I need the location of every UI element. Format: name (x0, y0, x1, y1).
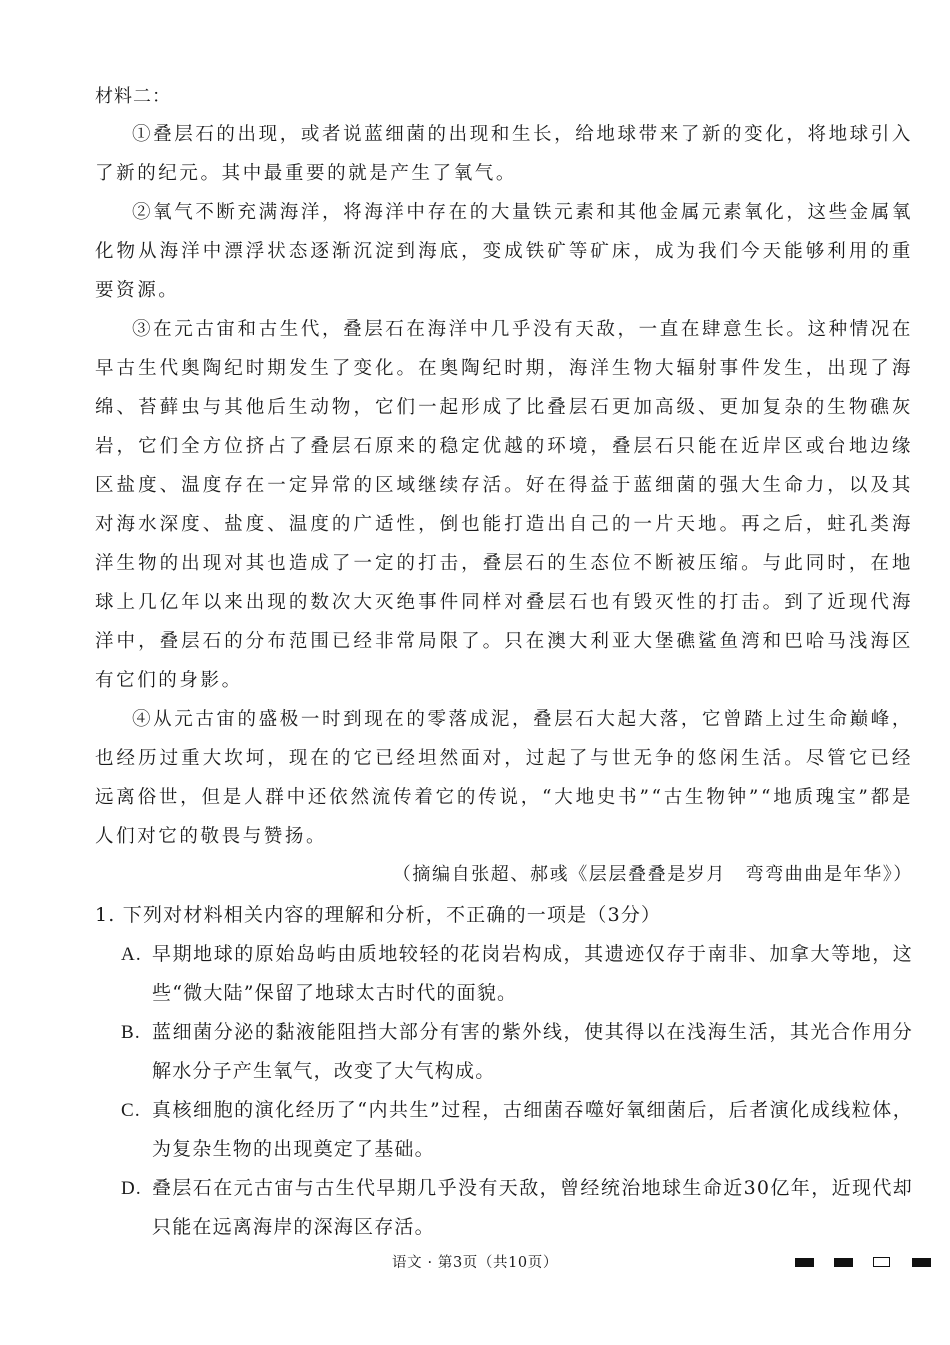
filled-square-mark (912, 1258, 931, 1267)
filled-square-mark (795, 1258, 814, 1267)
filled-square-mark (834, 1258, 853, 1267)
option-text: 早期地球的原始岛屿由质地较轻的花岗岩构成，其遗迹仅存于南非、加拿大等地，这些“微大陆”保留了地球太古时代的面貌。 (152, 943, 913, 1004)
option-text: 真核细胞的演化经历了“内共生”过程，古细菌吞噬好氧细菌后，后者演化成线粒体，为复杂生物的出现奠定了基础。 (152, 1099, 913, 1160)
option-letter: C. (121, 1100, 141, 1121)
question-stem: 1. 下列对材料相关内容的理解和分析，不正确的一项是（3分） (95, 904, 662, 926)
page-footer: 语文 · 第3页（共10页） (392, 1255, 558, 1271)
option-d (95, 1169, 913, 1247)
option-letter: A. (121, 944, 142, 965)
empty-square-mark (873, 1257, 890, 1267)
option-text: 叠层石在元古宙与古生代早期几乎没有天敌，曾经统治地球生命近30亿年，近现代却只能在远离海岸的深海区存活。 (152, 1177, 913, 1238)
option-c (95, 1091, 913, 1169)
material-label: 材料二： (95, 86, 171, 107)
material-source: （摘编自张超、郝彧《层层叠叠是岁月 弯弯曲曲是年华》） (392, 864, 913, 885)
material-paragraph-1: ①叠层石的出现，或者说蓝细菌的出现和生长，给地球带来了新的变化，将地球引入了新的纪元。其中最重要的就是产生了氧气。 (95, 124, 913, 184)
question-1 (95, 896, 913, 1247)
option-text: 蓝细菌分泌的黏液能阻挡大部分有害的紫外线，使其得以在浅海生活，其光合作用分解水分子产生氧气，改变了大气构成。 (152, 1021, 913, 1082)
material-paragraph-3: ③在元古宙和古生代，叠层石在海洋中几乎没有天敌，一直在肆意生长。这种情况在早古生代奥陶纪时期发生了变化。在奥陶纪时期，海洋生物大辐射事件发生，出现了海绵、苔藓虫与其他后生动物，它们一起形成了比叠层石更加高级、更加复杂的生物礁灰岩，它们全方位挤占了叠层石原来的稳定优越的环境，叠层石只能在近岸区或台地边缘区盐度、温度存在一定异常的区域继续存活。好在得益于蓝细菌的强大生命力，以及其对海水深度、盐度、温度的广适性，倒也能打造出自己的一片天地。再之后，蛀孔类海洋生物的出现对其也造成了一定的打击，叠层石的生态位不断被压缩。与此同时，在地球上几亿年以来出现的数次大灭绝事件同样对叠层石也有毁灭性的打击。到了近现代海洋中，叠层石的分布范围已经非常局限了。只在澳大利亚大堡礁鲨鱼湾和巴哈马浅海区有它们的身影。 (95, 319, 913, 691)
option-letter: B. (121, 1022, 141, 1043)
material-paragraph-4: ④从元古宙的盛极一时到现在的零落成泥，叠层石大起大落，它曾踏上过生命巅峰，也经历过重大坎坷，现在的它已经坦然面对，过起了与世无争的悠闲生活。尽管它已经远离俗世，但是人群中还依然流传着它的传说，“大地史书”“古生物钟”“地质瑰宝”都是人们对它的敬畏与赞扬。 (95, 709, 913, 847)
material-body (95, 115, 913, 856)
option-b (95, 1013, 913, 1091)
material-paragraph-2: ②氧气不断充满海洋，将海洋中存在的大量铁元素和其他金属元素氧化，这些金属氧化物从海洋中漂浮状态逐渐沉淀到海底，变成铁矿等矿床，成为我们今天能够利用的重要资源。 (95, 202, 913, 301)
option-a (95, 935, 913, 1013)
option-letter: D. (121, 1178, 142, 1199)
